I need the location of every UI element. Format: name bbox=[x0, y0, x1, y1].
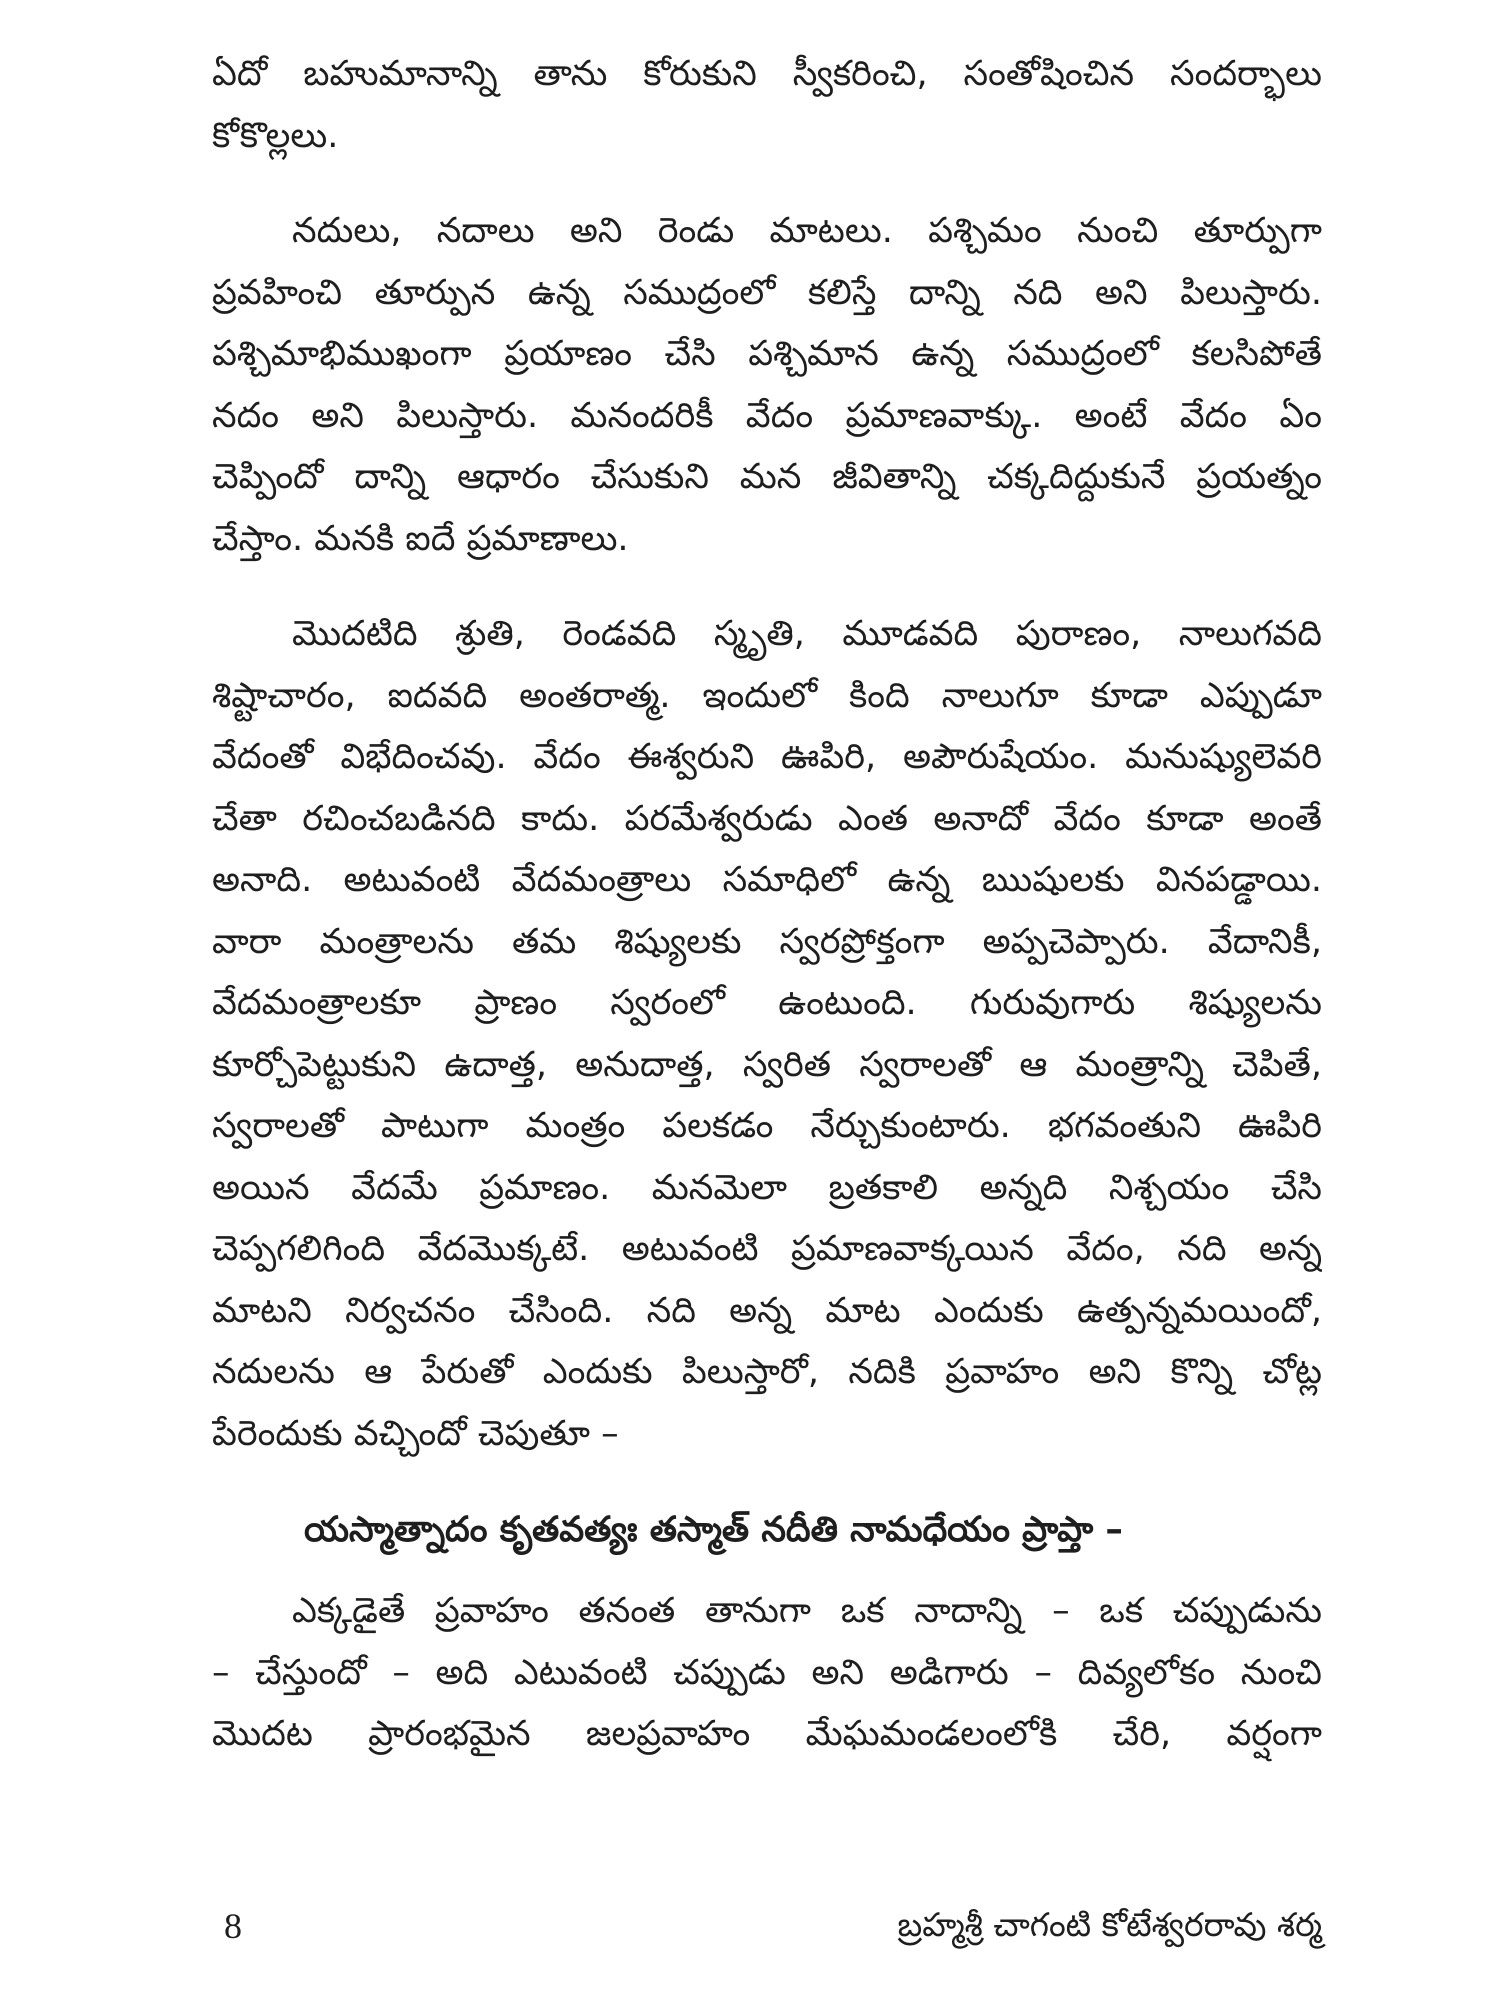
text-line: పశ్చిమాభిముఖంగా ప్రయాణం చేసి పశ్చిమాన ఉన్న సముద్రంలో కలసిపోతే bbox=[212, 334, 1322, 374]
text-line: కోకొల్లలు. bbox=[212, 115, 339, 156]
text-line: ఎక్కడైతే ప్రవాహం తనంత తానుగా ఒక నాదాన్ని – ఒక చప్పుడును bbox=[292, 1591, 1322, 1631]
text-line: వారా మంత్రాలను తమ శిష్యులకు స్వరప్రోక్తంగా అప్పచెప్పారు. వేదానికీ, bbox=[212, 921, 1322, 962]
paragraph-gap bbox=[212, 167, 1322, 201]
text-line: ఏదో బహుమానాన్ని తాను కోరుకుని స్వీకరించి, సంతోషించిన సందర్భాలు bbox=[212, 54, 1322, 94]
text-line: నదం అని పిలుస్తారు. మనందరికీ వేదం ప్రమాణవాక్కు. అంటే వేదం ఏం bbox=[212, 395, 1322, 436]
text-line: చేతా రచించబడినది కాదు. పరమేశ్వరుడు ఎంత అనాదో వేదం కూడా అంతే bbox=[212, 798, 1322, 839]
text-line: – చేస్తుందో – అది ఎటువంటి చప్పుడు అని అడిగారు – దివ్యలోకం నుంచి bbox=[212, 1652, 1322, 1693]
text-line: చెప్పిందో దాన్ని ఆధారం చేసుకుని మన జీవితాన్ని చక్కదిద్దుకునే ప్రయత్నం bbox=[212, 457, 1322, 497]
text-line: మొదటిది శ్రుతి, రెండవది స్మృతి, మూడవది పురాణం, నాలుగవది bbox=[292, 614, 1322, 654]
paragraph-1 bbox=[212, 44, 1322, 167]
text-line: అనాది. అటువంటి వేదమంత్రాలు సమాధిలో ఉన్న ఋషులకు వినపడ్డాయి. bbox=[212, 860, 1322, 900]
text-line: మొదట ప్రారంభమైన జలప్రవాహం మేఘమండలంలోకి చేరి, వర్షంగా bbox=[212, 1714, 1322, 1754]
text-line: మాటని నిర్వచనం చేసింది. నది అన్న మాట ఎందుకు ఉత్పన్నమయిందో, bbox=[212, 1290, 1322, 1331]
paragraph-gap bbox=[212, 1561, 1322, 1581]
text-line: కూర్చోపెట్టుకుని ఉదాత్త, అనుదాత్త, స్వరిత స్వరాలతో ఆ మంత్రాన్ని చెపితే, bbox=[212, 1044, 1322, 1085]
text-line: అయిన వేదమే ప్రమాణం. మనమెలా బ్రతకాలి అన్నది నిశ్చయం చేసి bbox=[212, 1167, 1322, 1208]
author-name: బ్రహ్మశ్రీ చాగంటి కోటేశ్వరరావు శర్మ bbox=[897, 1905, 1322, 1944]
page-footer bbox=[212, 1905, 1322, 1955]
paragraph-3 bbox=[212, 604, 1322, 1465]
paragraph-gap bbox=[212, 570, 1322, 604]
text-line: వేదమంత్రాలకూ ప్రాణం స్వరంలో ఉంటుంది. గురువుగారు శిష్యులను bbox=[212, 983, 1322, 1023]
text-line: చెప్పగలిగింది వేదమొక్కటే. అటువంటి ప్రమాణవాక్కయిన వేదం, నది అన్న bbox=[212, 1229, 1322, 1269]
text-line: చేస్తాం. మనకి ఐదే ప్రమాణాలు. bbox=[212, 518, 629, 559]
text-line: నదులు, నదాలు అని రెండు మాటలు. పశ్చిమం నుంచి తూర్పుగా bbox=[292, 211, 1322, 251]
paragraph-4 bbox=[212, 1581, 1322, 1766]
text-line: స్వరాలతో పాటుగా మంత్రం పలకడం నేర్చుకుంటారు. భగవంతుని ఊపిరి bbox=[212, 1106, 1322, 1146]
text-line: నదులను ఆ పేరుతో ఎందుకు పిలుస్తారో, నదికి ప్రవాహం అని కొన్ని చోట్ల bbox=[212, 1352, 1322, 1392]
paragraph-2 bbox=[212, 201, 1322, 570]
text-line: వేదంతో విభేదించవు. వేదం ఈశ్వరుని ఊపిరి, అపౌరుషేయం. మనుష్యులెవరి bbox=[212, 737, 1322, 777]
paragraph-gap bbox=[212, 1465, 1322, 1499]
text-line: ప్రవహించి తూర్పున ఉన్న సముద్రంలో కలిస్తే దాన్ని నది అని పిలుస్తారు. bbox=[212, 272, 1322, 313]
text-line: పేరెందుకు వచ్చిందో చెపుతూ – bbox=[212, 1413, 619, 1454]
page-body bbox=[212, 44, 1322, 1766]
sanskrit-verse: యస్మాత్నాదం కృతవత్యః తస్మాత్ నదీతి నామధేయం ప్రాప్తా – bbox=[304, 1510, 1123, 1550]
text-line: శిష్టాచారం, ఐదవది అంతరాత్మ. ఇందులో కింది నాలుగూ కూడా ఎప్పుడూ bbox=[212, 675, 1322, 716]
page-number: 8 bbox=[224, 1906, 242, 1946]
